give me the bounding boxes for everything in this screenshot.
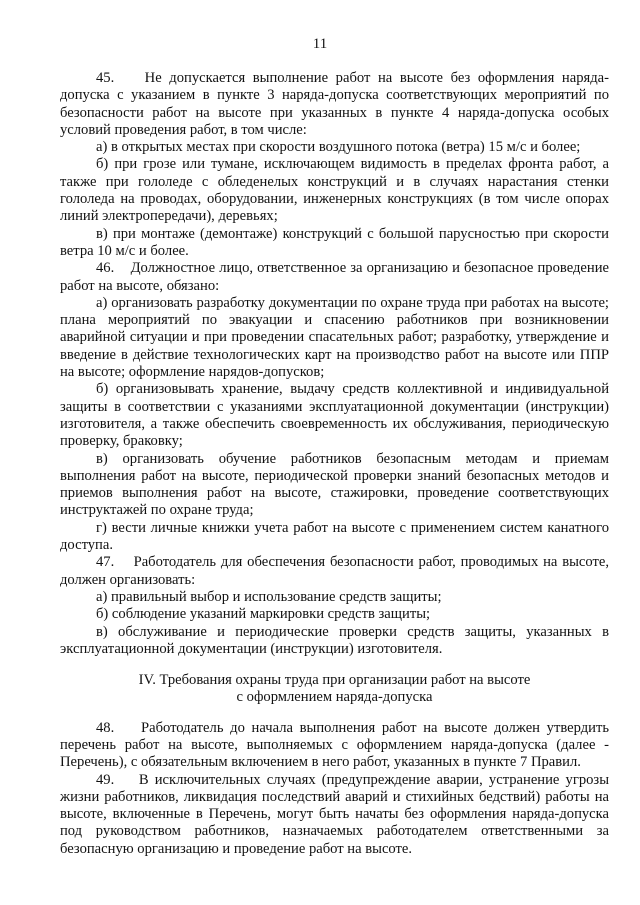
paragraph-46-b: б) организовывать хранение, выдачу средств коллективной и индивидуальной защиты в соответствии с указаниями эксплуатационной документации (инструкции) изготовителя, а также обеспечить своевременность их обслуживания, периодическую проверку, браковку; (60, 381, 609, 450)
paragraph-48: 48. Работодатель до начала выполнения работ на высоте должен утвердить перечень работ на высоте, выполняемых с оформлением наряда-допуска (далее - Перечень), с обязательным включением в него работ, указанных в пункте 7 Правил. (60, 719, 609, 771)
paragraph-45-a: а) в открытых местах при скорости воздушного потока (ветра) 15 м/с и более; (96, 139, 581, 156)
paragraph-45-b: б) при грозе или тумане, исключающем видимость в пределах фронта работ, а также при гололеде с обледенелых конструкций и в случаях нарастания стенки гололеда на проводах, оборудовании, инженерных конструкциях (в том числе опорах линий электропередачи), деревьях; (60, 156, 609, 225)
paragraph-46-a: а) организовать разработку документации по охране труда при работах на высоте; плана мероприятий по эвакуации и спасению работников при возникновении аварийной ситуации и при проведении спасательных работ; разработку, утверждение и введение в действие технологических карт на производство работ на высоте или ППР на высоте; оформление нарядов-допусков; (60, 294, 609, 381)
paragraph-46-c: в) организовать обучение работников безопасным методам и приемам выполнения работ на высоте, периодической проверки знаний безопасных методов и приемов выполнения работ на высоте, стажировки, проведение соответствующих инструктажей по охране труда; (60, 450, 609, 519)
paragraph-47: 47. Работодатель для обеспечения безопасности работ, проводимых на высоте, должен организовать: (60, 554, 609, 588)
paragraph-46-d: г) вести личные книжки учета работ на высоте с применением систем канатного доступа. (60, 519, 609, 554)
paragraph-45-c: в) при монтаже (демонтаже) конструкций с большой парусностью при скорости ветра 10 м/с и более. (60, 225, 609, 259)
paragraph-47-a: а) правильный выбор и использование средств защиты; (96, 588, 442, 605)
section-heading-line-2: с оформлением наряда-допуска (236, 689, 433, 706)
page-number: 11 (312, 36, 328, 52)
paragraph-47-c: в) обслуживание и периодические проверки средств защиты, указанных в эксплуатационной документации (инструкции) изготовителя. (60, 623, 609, 657)
section-heading (60, 672, 609, 707)
paragraph-45: 45. Не допускается выполнение работ на высоте без оформления наряда-допуска с указанием в пункте 3 наряда-допуска соответствующих мероприятий по безопасности работ на высоте при указанных в пункте 4 наряда-допуска особых условий проведения работ, в том числе: (60, 70, 609, 138)
paragraph-46: 46. Должностное лицо, ответственное за организацию и безопасное проведение работ на высоте, обязано: (60, 260, 609, 294)
document-body (60, 70, 609, 858)
paragraph-47-b: б) соблюдение указаний маркировки средств защиты; (96, 606, 431, 623)
paragraph-49: 49. В исключительных случаях (предупреждение аварии, устранение угрозы жизни работников, ликвидация последствий аварий и стихийных бедствий) работы на высоте, включенные в Перечень, могут быть начаты без оформления наряда-допуска под руководством работников, назначаемых работодателем ответственными за безопасную организацию и проведение работ на высоте. (60, 771, 609, 857)
section-heading-line-1: IV. Требования охраны труда при организации работ на высоте (138, 672, 531, 689)
